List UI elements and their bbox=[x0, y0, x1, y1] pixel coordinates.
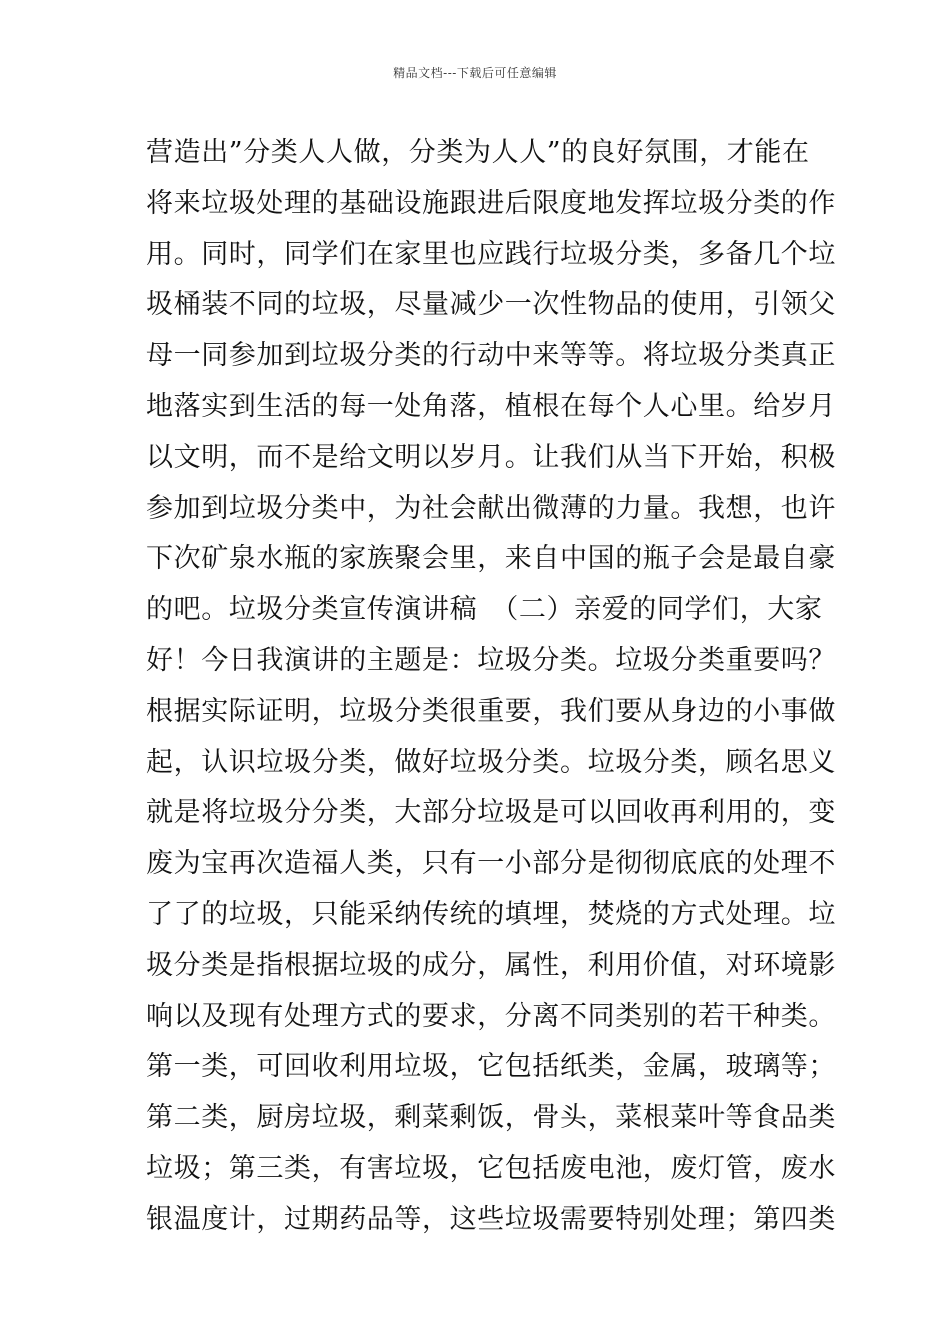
body-text bbox=[146, 128, 836, 1246]
text-line: 母一同参加到垃圾分类的行动中来等等。将垃圾分类真正 bbox=[146, 340, 836, 372]
text-line: 圾桶装不同的垃圾，尽量减少一次性物品的使用，引领父 bbox=[146, 289, 836, 321]
text-line: 下次矿泉水瓶的家族聚会里，来自中国的瓶子会是最自豪 bbox=[146, 543, 836, 575]
text-line: 将来垃圾处理的基础设施跟进后限度地发挥垃圾分类的作 bbox=[146, 187, 836, 219]
text-line: 银温度计，过期药品等，这些垃圾需要特别处理；第四类 bbox=[146, 1203, 836, 1235]
text-line: 起，认识垃圾分类，做好垃圾分类。垃圾分类，顾名思义 bbox=[146, 746, 836, 778]
text-line: 营造出”分类人人做，分类为人人”的良好氛围，才能在 bbox=[146, 137, 810, 168]
text-line: 第一类，可回收利用垃圾，它包括纸类，金属，玻璃等； bbox=[146, 1051, 836, 1083]
page-header: 精品文档---下载后可任意编辑 bbox=[393, 66, 557, 80]
text-line: 就是将垃圾分分类，大部分垃圾是可以回收再利用的，变 bbox=[146, 797, 836, 829]
text-line: 地落实到生活的每一处角落，植根在每个人心里。给岁月 bbox=[146, 390, 836, 422]
text-line: 根据实际证明，垃圾分类很重要，我们要从身边的小事做 bbox=[146, 695, 836, 727]
text-line: 圾分类是指根据垃圾的成分，属性，利用价值，对环境影 bbox=[146, 949, 836, 981]
text-line: 响以及现有处理方式的要求，分离不同类别的若干种类。 bbox=[146, 1000, 836, 1032]
text-line: 的吧。垃圾分类宣传演讲稿 （二）亲爱的同学们，大家 bbox=[146, 594, 823, 626]
text-line: 好！今日我演讲的主题是：垃圾分类。垃圾分类重要吗？ bbox=[146, 644, 836, 676]
text-line: 第二类，厨房垃圾，剩菜剩饭，骨头，菜根菜叶等食品类 bbox=[146, 1102, 836, 1134]
text-line: 废为宝再次造福人类，只有一小部分是彻彻底底的处理不 bbox=[146, 848, 836, 880]
text-line: 垃圾；第三类，有害垃圾，它包括废电池，废灯管，废水 bbox=[146, 1152, 836, 1184]
text-line: 用。同时，同学们在家里也应践行垃圾分类，多备几个垃 bbox=[146, 238, 836, 270]
text-line: 以文明，而不是给文明以岁月。让我们从当下开始，积极 bbox=[146, 441, 836, 473]
text-line: 了了的垃圾，只能采纳传统的填埋，焚烧的方式处理。垃 bbox=[146, 898, 836, 930]
text-line: 参加到垃圾分类中，为社会献出微薄的力量。我想，也许 bbox=[146, 492, 836, 524]
